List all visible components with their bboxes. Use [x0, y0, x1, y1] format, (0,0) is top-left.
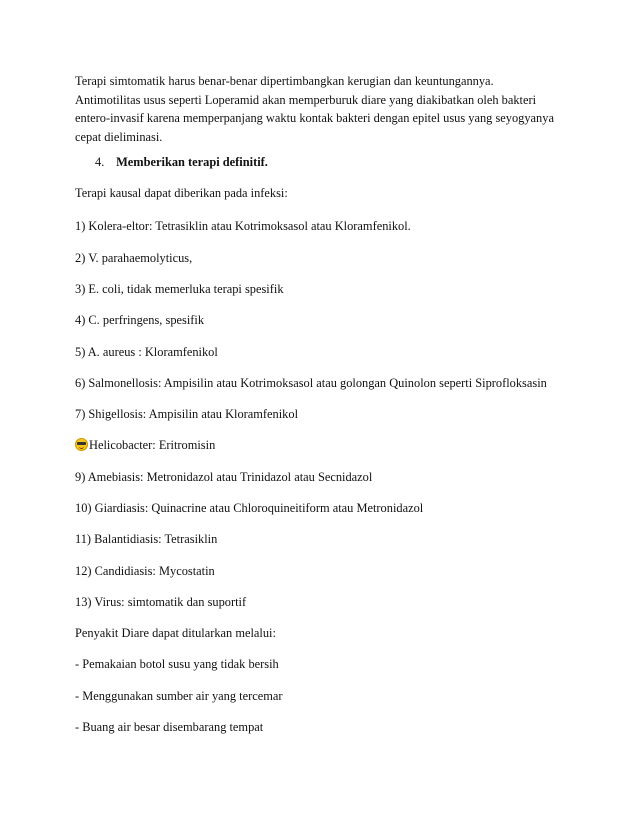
heading-text: Memberikan terapi definitif. — [116, 155, 268, 169]
list-item: 7) Shigellosis: Ampisilin atau Kloramfenikol — [75, 407, 299, 421]
list-item: - Pemakaian botol susu yang tidak bersih — [75, 657, 279, 671]
heading-number: 4. — [95, 155, 105, 169]
list-item: 12) Candidiasis: Mycostatin — [75, 564, 215, 578]
list-item: 11) Balantidiasis: Tetrasiklin — [75, 532, 218, 546]
intro-line: Terapi simtomatik harus benar-benar dipertimbangkan kerugian dan keuntungannya. — [75, 74, 494, 88]
list-item: 9) Amebiasis: Metronidazol atau Trinidazol atau Secnidazol — [75, 470, 373, 484]
document-page — [75, 72, 575, 734]
list-item: 3) E. coli, tidak memerluka terapi spesifik — [75, 282, 284, 296]
intro-paragraph — [75, 72, 575, 146]
list-item: 5) A. aureus : Kloramfenikol — [75, 345, 218, 359]
list-item: 4) C. perfringens, spesifik — [75, 313, 205, 327]
intro-line: Antimotilitas usus seperti Loperamid akan memperburuk diare yang diakibatkan oleh bakteri — [75, 92, 537, 107]
section-heading — [95, 155, 268, 170]
list-item: 2) V. parahaemolyticus, — [75, 251, 193, 265]
intro-line: entero-invasif karena memperpanjang waktu kontak bakteri dengan epitel usus yang seyogyanya — [75, 111, 554, 125]
item8-text: Helicobacter: Eritromisin — [89, 438, 216, 452]
list-item: 10) Giardiasis: Quinacrine atau Chloroquineitiform atau Metronidazol — [75, 501, 424, 515]
list-item: 13) Virus: simtomatik dan suportif — [75, 595, 247, 609]
list-item: - Menggunakan sumber air yang tercemar — [75, 689, 283, 703]
list-item — [75, 438, 215, 453]
list-item: 1) Kolera-eltor: Tetrasiklin atau Kotrimoksasol atau Kloramfenikol. — [75, 219, 411, 233]
therapy-intro: Terapi kausal dapat diberikan pada infeksi: — [75, 186, 288, 200]
intro-line: cepat dieliminasi. — [75, 129, 163, 144]
transmission-intro: Penyakit Diare dapat ditularkan melalui: — [75, 626, 276, 640]
list-item: - Buang air besar disembarang tempat — [75, 720, 264, 734]
sunglasses-emoji-icon — [75, 438, 88, 451]
list-item: 6) Salmonellosis: Ampisilin atau Kotrimoksasol atau golongan Quinolon seperti Siprofloksasin — [75, 376, 547, 390]
